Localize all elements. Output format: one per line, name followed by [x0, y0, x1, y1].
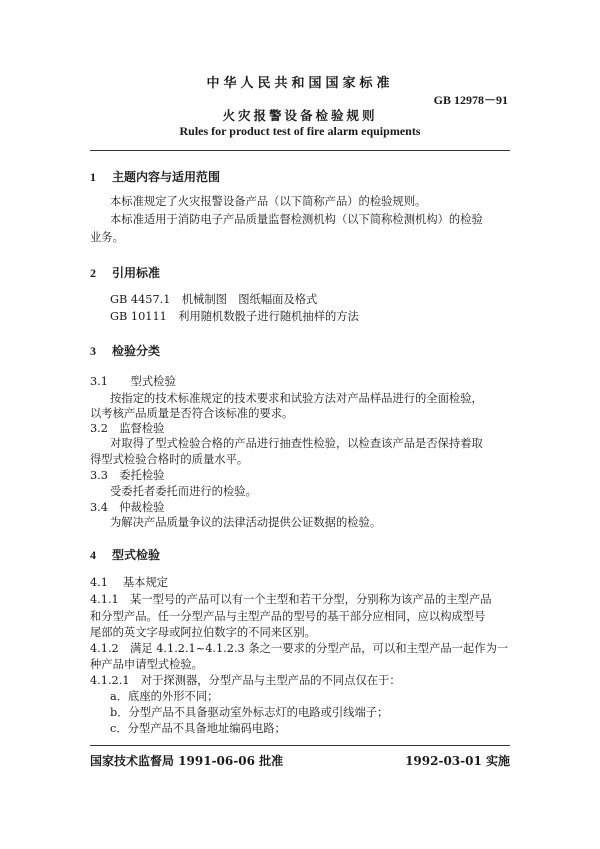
section-2-heading [90, 264, 160, 281]
footer-divider [90, 745, 510, 746]
list-item-a: a．底座的外形不同； [110, 690, 219, 703]
document-title-en: Rules for product test of fire alarm equipments [179, 124, 421, 138]
section-3-heading [90, 342, 160, 359]
clause-4-1-2-1-line-1: 4.1.2.1 对于探测器，分型产品与主型产品的不同点仅在于： [90, 674, 401, 687]
section-1-heading [90, 168, 220, 185]
clause-3-1-line-1: 按指定的技术标准规定的技术要求和试验方法对产品样品进行的全面检验， [110, 392, 483, 405]
section-1-number: 1 [90, 170, 96, 184]
document-title-cn: 火灾报警设备检验规则 [222, 108, 378, 123]
section-4-number: 4 [90, 548, 96, 562]
clause-4-1-2-line-1: 4.1.2 满足 4.1.2.1~4.1.2.3 条之一要求的分型产品，可以和主型产品一起作为一 [90, 642, 509, 655]
section-3-title: 检验分类 [112, 344, 161, 358]
clause-3-1-line-2: 以考核产品质量是否符合该标准的要求。 [90, 407, 294, 420]
clause-4-1-1-line-2: 和分型产品。任一分型产品与主型产品的型号的基干部分应相同，应以构成型号 [90, 610, 486, 623]
clause-3-2-line-1: 对取得了型式检验合格的产品进行抽查性检验，以检查该产品是否保持着取 [110, 437, 483, 450]
section-4-title: 型式检验 [112, 548, 161, 562]
reference-gb10111: GB 10111 利用随机数骰子进行随机抽样的方法 [110, 310, 359, 323]
clause-3-1-heading: 3.1 型式检验 [90, 375, 176, 388]
clause-3-2-line-2: 得型式检验合格时的质量水平。 [90, 453, 249, 466]
clause-4-1-2-line-2: 种产品申请型式检验。 [90, 658, 203, 671]
clause-3-3-line-1: 受委托者委托而进行的检验。 [110, 485, 257, 498]
section-3-number: 3 [90, 344, 96, 358]
clause-3-2-heading: 3.2 监督检验 [90, 422, 165, 435]
clause-4-1-heading: 4.1 基本规定 [90, 576, 169, 589]
list-item-b: b．分型产品不具备驱动室外标志灯的电路或引线端子； [110, 706, 389, 719]
standard-number: GB 12978－91 [433, 93, 508, 107]
clause-3-3-heading: 3.3 委托检验 [90, 469, 165, 482]
reference-gb4457: GB 4457.1 机械制图 图纸幅面及格式 [110, 293, 318, 306]
section-1-para-2-line-2: 业务。 [90, 231, 124, 244]
approval-info: 国家技术监督局 1991-06-06 批准 [90, 754, 284, 768]
national-standard-heading: 中华人民共和国国家标准 [206, 76, 394, 91]
section-2-title: 引用标准 [112, 266, 161, 280]
clause-4-1-1-line-3: 尾部的英文字母或阿拉伯数字的不同来区别。 [90, 626, 316, 639]
list-item-c: c．分型产品不具备地址编码电路； [110, 722, 286, 735]
clause-4-1-1-line-1: 4.1.1 某一型号的产品可以有一个主型和若干分型，分别称为该产品的主型产品 [90, 593, 492, 606]
clause-3-4-heading: 3.4 仲裁检验 [90, 501, 165, 514]
section-1-para-1: 本标准规定了火灾报警设备产品（以下简称产品）的检验规则。 [110, 195, 427, 208]
section-1-title: 主题内容与适用范围 [112, 170, 221, 184]
section-1-para-2-line-1: 本标准适用于消防电子产品质量监督检测机构（以下简称检测机构）的检验 [110, 213, 483, 226]
section-2-number: 2 [90, 266, 96, 280]
section-4-heading [90, 546, 160, 563]
effective-date: 1992-03-01 实施 [405, 754, 510, 768]
clause-3-4-line-1: 为解决产品质量争议的法律活动提供公证数据的检验。 [110, 516, 382, 529]
header-divider [90, 150, 510, 151]
